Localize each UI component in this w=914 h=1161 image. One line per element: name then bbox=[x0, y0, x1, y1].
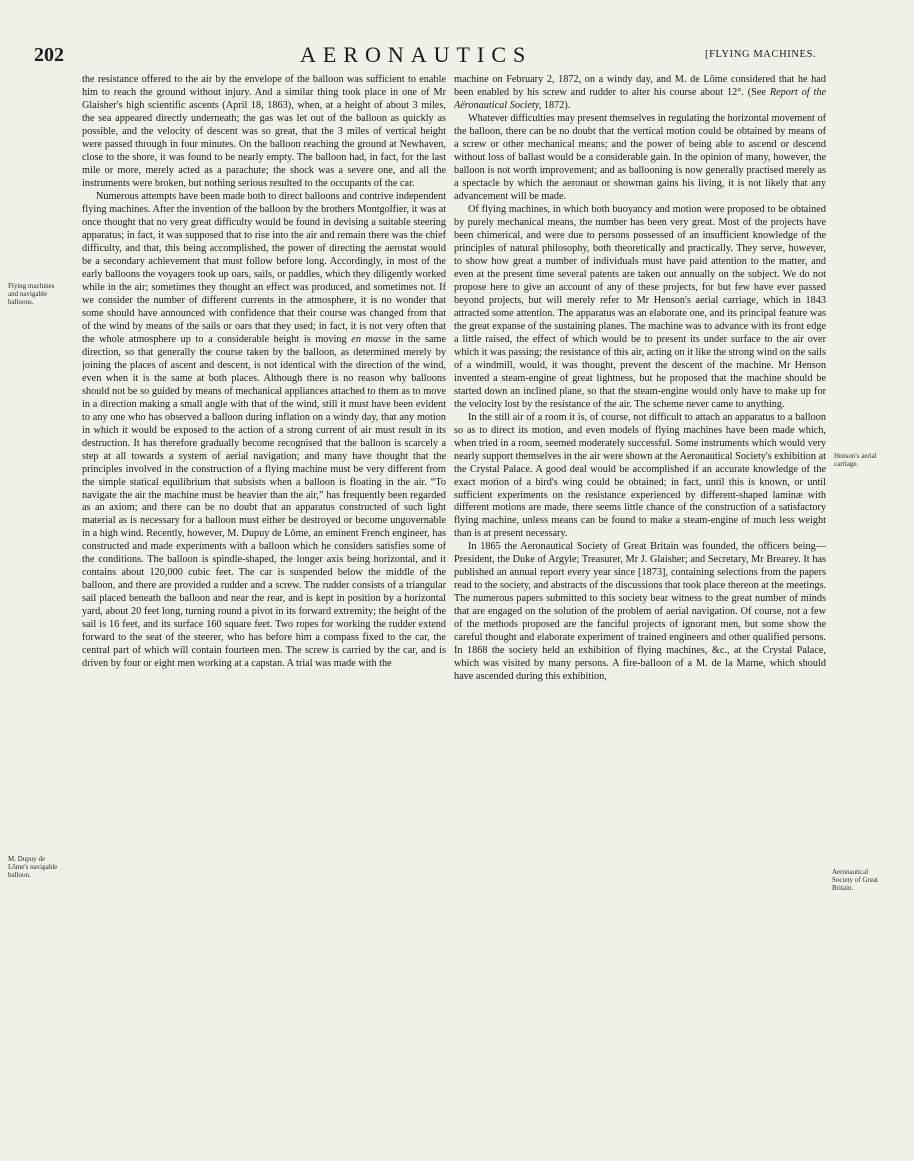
running-title: AERONAUTICS bbox=[300, 42, 533, 67]
page-number: 202 bbox=[34, 44, 64, 66]
sidenote-flying-machines: Flying machines and navigable balloons. bbox=[8, 282, 55, 306]
paragraph: machine on February 2, 1872, on a windy day, and M. de Lôme considered that he had been enabled by his screw and rudder to alter his course about 12°. (See Report of the Aëronautical Society, 1872). bbox=[454, 74, 826, 111]
paragraph: the resistance offered to the air by the envelope of the balloon was sufficient to enable him to reach the ground without injury. And a similar thing took place in one of Mr Glaisher's high scientific ascents (April 18, 1863), when, at a height of about 3 miles, the sea appeared directly underneath; the gas was let out of the balloon as quickly as possible, and the velocity of descent was so great, that the 3 miles of vertical height were passed through in four minutes. On the balloon reaching the ground at Newhaven, close to the shore, it was found to be nearly empty. The balloon had, in fact, for the last mile or more, merely acted as a parachute; the shock was a severe one, and all the instruments were broken, but nothing serious resulted to the occupants of the car. bbox=[82, 74, 446, 189]
sidenote-dupuy-de-lome: M. Dupuy de Lôme's navigable balloon. bbox=[8, 855, 58, 879]
paragraph: Whatever difficulties may present themselves in regulating the horizontal movement of the balloon, there can be no doubt that the vertical motion could be obtained by means of a screw or other mechanical means; and the power of being able to ascend or descend without loss of ballast would be a considerable gain. In the opinion of many, however, the balloon is not worth improvement; and as ballooning is now generally practised merely as a spectacle by which the aeronaut or showman gains his living, it is not likely that any advancement will be made. bbox=[454, 112, 826, 202]
sidenote-henson: Henson's aerial carriage. bbox=[834, 452, 877, 468]
paragraph: In 1865 the Aeronautical Society of Great Britain was founded, the officers being—President, the Duke of Argyle; Treasurer, Mr J. Glaisher; and Secretary, Mr Brearey. It has published an annual report every year since [1873], containing selections from the papers read to the society, and abstracts of the discussions that took place thereon at the meetings. The numerous papers submitted to this society bear witness to the great number of minds that are engaged on the solution of the problem of aerial navigation. Of course, not a few of the methods proposed are the fanciful projects of ignorant men, but some show the careful thought and elaborate experiment of trained engineers and other qualified persons. In 1868 the society held an exhibition of flying machines, &c., at the Crystal Palace, which was visited by many persons. A fire-balloon of a M. de la Marne, which should have ascended during this exhibition, bbox=[454, 541, 826, 683]
right-column bbox=[454, 74, 826, 1156]
left-column bbox=[82, 74, 446, 1156]
paragraph: Of flying machines, in which both buoyancy and motion were proposed to be obtained by purely mechanical means, the number has been very great. Most of the projects have been chimerical, and were due to persons possessed of an insufficient knowledge of the principles of natural philosophy, both theoretically and practically. They serve, however, to show how great a number of individuals must have paid attention to the matter, and even at the present time several patents are taken out annually on the subject. We do not propose here to give an account of any of these projects, for but few have ever passed beyond projects, but will merely refer to Mr Henson's aerial carriage, which in 1843 attracted some attention. The apparatus was an elaborate one, and its principal feature was the great expanse of the sustaining planes. The machine was to advance with its front edge a little raised, the effect of which would be to present its under surface to the air over which it was passing; the resistance of this air, acting on it like the strong wind on the sails of a windmill, would, it was thought, prevent the descent of the machine. Mr Henson invented a steam-engine of great lightness, but he proposed that the machine should be started down an inclined plane, so that the steam-engine would only have to make up for the velocity lost by the resistance of the air. The scheme never came to anything. bbox=[454, 203, 826, 410]
section-label: [FLYING MACHINES. bbox=[705, 49, 817, 60]
paragraph: Numerous attempts have been made both to direct balloons and contrive independent flying machines. After the invention of the balloon by the brothers Montgolfier, it was at once thought that no very great difficulty would be found in devising a suitable steering apparatus; in fact, it was supposed that to rise into the air and remain there was the chief difficulty, and that, this being accomplished, the power of directing the aerostat would be a secondary achievement that must follow before long. Accordingly, in most of the early balloons the voyagers took up oars, sails, or paddles, which they diligently worked while in the air; sometimes they thought an effect was produced, and sometimes not. If we consider the number of different currents in the atmosphere, it is no wonder that some should have announced with confidence that their course was changed from that of the wind by means of the sails or oars that they used; in fact, it is not very often that the whole atmosphere up to a considerable height is moving en masse in the same direction, so that generally the course taken by the balloon, as determined merely by joining the places of ascent and descent, is not identical with the direction of the wind, even when it is the same at both places. Although there is no reason why balloons should not be so guided by means of mechanical appliances attached to them as to move in a direction making a small angle with that of the wind, still it must have been evident to any one who has observed a balloon during inflation on a windy day, that any motion in which it would be exposed to the action of a strong current of air must result in its destruction. It has therefore gradually become recognised that the balloon is scarcely a step at all towards a system of aerial navigation; and many have thought that the principles involved in the construction of a flying machine must be very different from the simple statical equilibrium that subsists when a balloon is floating in the air. “To navigate the air the machine must be heavier than the air,” has frequently been regarded as an axiom; and there can be no doubt that an apparatus constructed of such light material as is necessary for a balloon must either be destroyed or become ungovernable in a high wind. Recently, however, M. Dupuy de Lôme, an eminent French engineer, has constructed and made experiments with a balloon which he considers satisfies some of the conditions. The balloon is spindle-shaped, the longer axis being horizontal, and it contains about 120,000 cubic feet. The car is suspended below the middle of the balloon, and there are provided a rudder and a screw. The rudder consists of a triangular sail placed beneath the balloon and near the rear, and is kept in position by a horizontal yard, about 20 feet long, turning round a pivot in its forward extremity; the height of the sail is 16 feet, and its surface 160 square feet. Two ropes for working the rudder extend forward to the seat of the steerer, who has before him a compass fixed to the car, the central part of which will contain fourteen men. The screw is carried by the car, and is driven by four or eight men working at a capstan. A trial was made with the bbox=[82, 190, 446, 670]
sidenote-aeronautical-society: Aeronautical Society of Great Britain. bbox=[832, 868, 878, 892]
paragraph: In the still air of a room it is, of course, not difficult to attach an apparatus to a balloon so as to direct its motion, and even models of flying machines have been made which, when tried in a room, seemed moderately successful. Some instruments which would very nearly support themselves in the air were shown at the Aeronautical Society's exhibition at the Crystal Palace. A good deal would be accomplished if an accurate knowledge of the exact motion of a bird's wing could be obtained; in fact, until this is known, or until sufficient experiments on the resistance experienced by different-shaped laminæ with different motions are made, there seems little chance of the construction of a satisfactory flying machine, unless means can be found to make a steam-engine of much less weight than is at present necessary. bbox=[454, 411, 826, 540]
